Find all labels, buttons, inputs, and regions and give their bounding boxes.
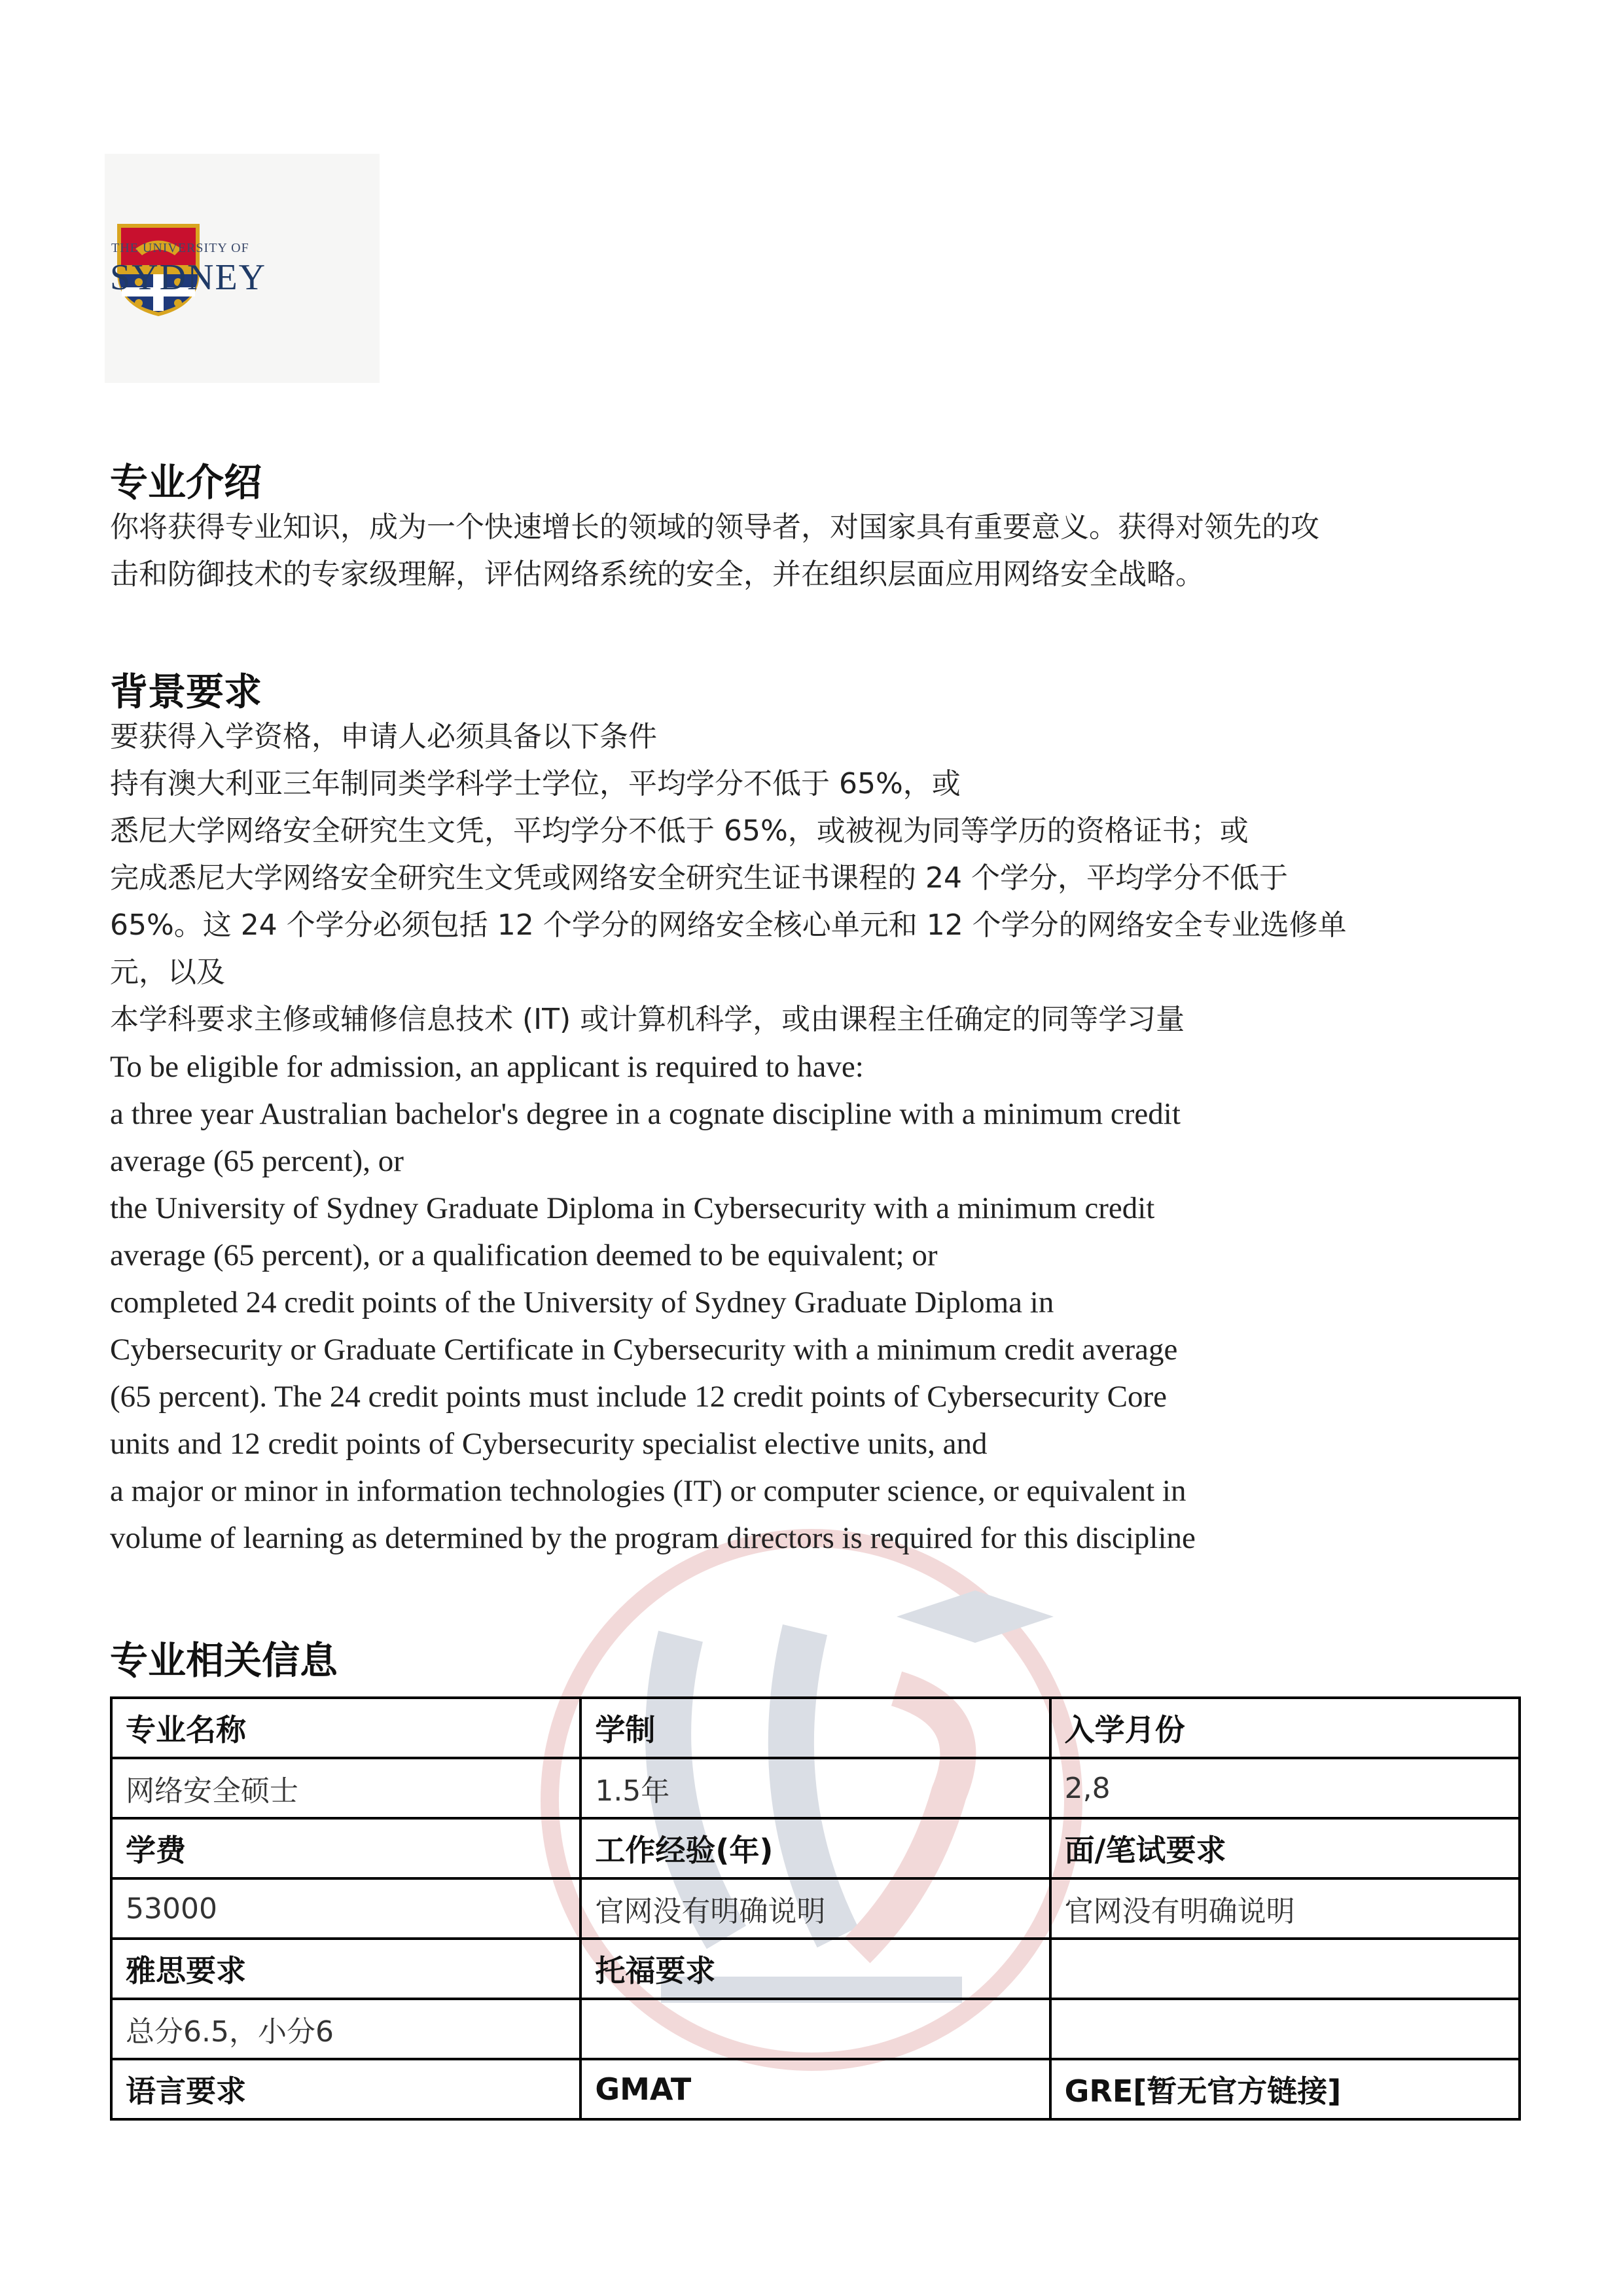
- table-header-cell: [1050, 1939, 1520, 1999]
- table-header-cell: GRE[暂无官方链接]: [1050, 2059, 1520, 2119]
- background-line: 完成悉尼大学网络安全研究生文凭或网络安全研究生证书课程的 24 个学分，平均学分不低于: [110, 861, 1288, 895]
- info-title: 专业相关信息: [110, 1638, 338, 1683]
- table-header-cell: 雅思要求: [111, 1939, 580, 1999]
- background-title: 背景要求: [110, 670, 262, 714]
- table-cell: 网络安全硕士: [111, 1758, 580, 1818]
- background-line: a major or minor in information technologies (IT) or computer science, or equivalent in: [110, 1474, 1186, 1508]
- intro-line: 你将获得专业知识，成为一个快速增长的领域的领导者，对国家具有重要意义。获得对领先的攻: [110, 511, 1319, 544]
- background-line: Cybersecurity or Graduate Certificate in Cybersecurity with a minimum credit average: [110, 1333, 1178, 1367]
- background-text: [110, 713, 1537, 1562]
- table-header-cell: 学制: [580, 1698, 1050, 1758]
- table-row: [111, 1698, 1520, 1758]
- info-table: [110, 1696, 1521, 2121]
- table-row: [111, 1878, 1520, 1939]
- table-header-cell: 入学月份: [1050, 1698, 1520, 1758]
- table-header-cell: 学费: [111, 1818, 580, 1878]
- background-line: the University of Sydney Graduate Diploma in Cybersecurity with a minimum credit: [110, 1191, 1155, 1225]
- table-cell: 1.5年: [580, 1758, 1050, 1818]
- table-row: [111, 1999, 1520, 2059]
- background-line: 元，以及: [110, 956, 225, 989]
- background-line: (65 percent). The 24 credit points must include 12 credit points of Cybersecurity Core: [110, 1380, 1168, 1414]
- table-cell: 官网没有明确说明: [1050, 1878, 1520, 1939]
- background-line: 要获得入学资格，申请人必须具备以下条件: [110, 720, 657, 753]
- background-line: 持有澳大利亚三年制同类学科学士学位，平均学分不低于 65%，或: [110, 767, 961, 800]
- table-header-cell: 托福要求: [580, 1939, 1050, 1999]
- table-row: [111, 1758, 1520, 1818]
- background-line: average (65 percent), or a qualification deemed to be equivalent; or: [110, 1238, 938, 1272]
- table-header-cell: 面/笔试要求: [1050, 1818, 1520, 1878]
- table-cell: 53000: [111, 1878, 580, 1939]
- table-header-cell: GMAT: [580, 2059, 1050, 2119]
- table-row: [111, 1939, 1520, 1999]
- table-cell: 2,8: [1050, 1758, 1520, 1818]
- table-cell: [1050, 1999, 1520, 2059]
- background-line: volume of learning as determined by the program directors is required for this discipline: [110, 1521, 1196, 1555]
- background-line: units and 12 credit points of Cybersecurity specialist elective units, and: [110, 1427, 988, 1461]
- background-line: 65%。这 24 个学分必须包括 12 个学分的网络安全核心单元和 12 个学分的网络安全专业选修单: [110, 908, 1347, 942]
- table-header-cell: 工作经验(年): [580, 1818, 1050, 1878]
- table-cell: [580, 1999, 1050, 2059]
- table-cell: 官网没有明确说明: [580, 1878, 1050, 1939]
- background-line: To be eligible for admission, an applicant is required to have:: [110, 1050, 864, 1084]
- table-header-cell: 专业名称: [111, 1698, 580, 1758]
- table-row: [111, 2059, 1520, 2119]
- intro-title: 专业介绍: [110, 460, 262, 505]
- background-line: 悉尼大学网络安全研究生文凭，平均学分不低于 65%，或被视为同等学历的资格证书；或: [110, 814, 1249, 848]
- background-line: 本学科要求主修或辅修信息技术 (IT) 或计算机科学，或由课程主任确定的同等学习量: [110, 1003, 1185, 1036]
- intro-text: [110, 504, 1537, 598]
- background-line: a three year Australian bachelor's degree in a cognate discipline with a minimum credit: [110, 1097, 1181, 1131]
- table-row: [111, 1818, 1520, 1878]
- table-header-cell: 语言要求: [111, 2059, 580, 2119]
- table-cell: 总分6.5，小分6: [111, 1999, 580, 2059]
- logo-big-text: SYDNEY: [110, 257, 267, 298]
- background-line: average (65 percent), or: [110, 1144, 404, 1178]
- background-line: completed 24 credit points of the University of Sydney Graduate Diploma in: [110, 1285, 1054, 1319]
- intro-line: 击和防御技术的专家级理解，评估网络系统的安全，并在组织层面应用网络安全战略。: [110, 558, 1204, 591]
- logo-small-text: THE UNIVERSITY OF: [111, 241, 249, 255]
